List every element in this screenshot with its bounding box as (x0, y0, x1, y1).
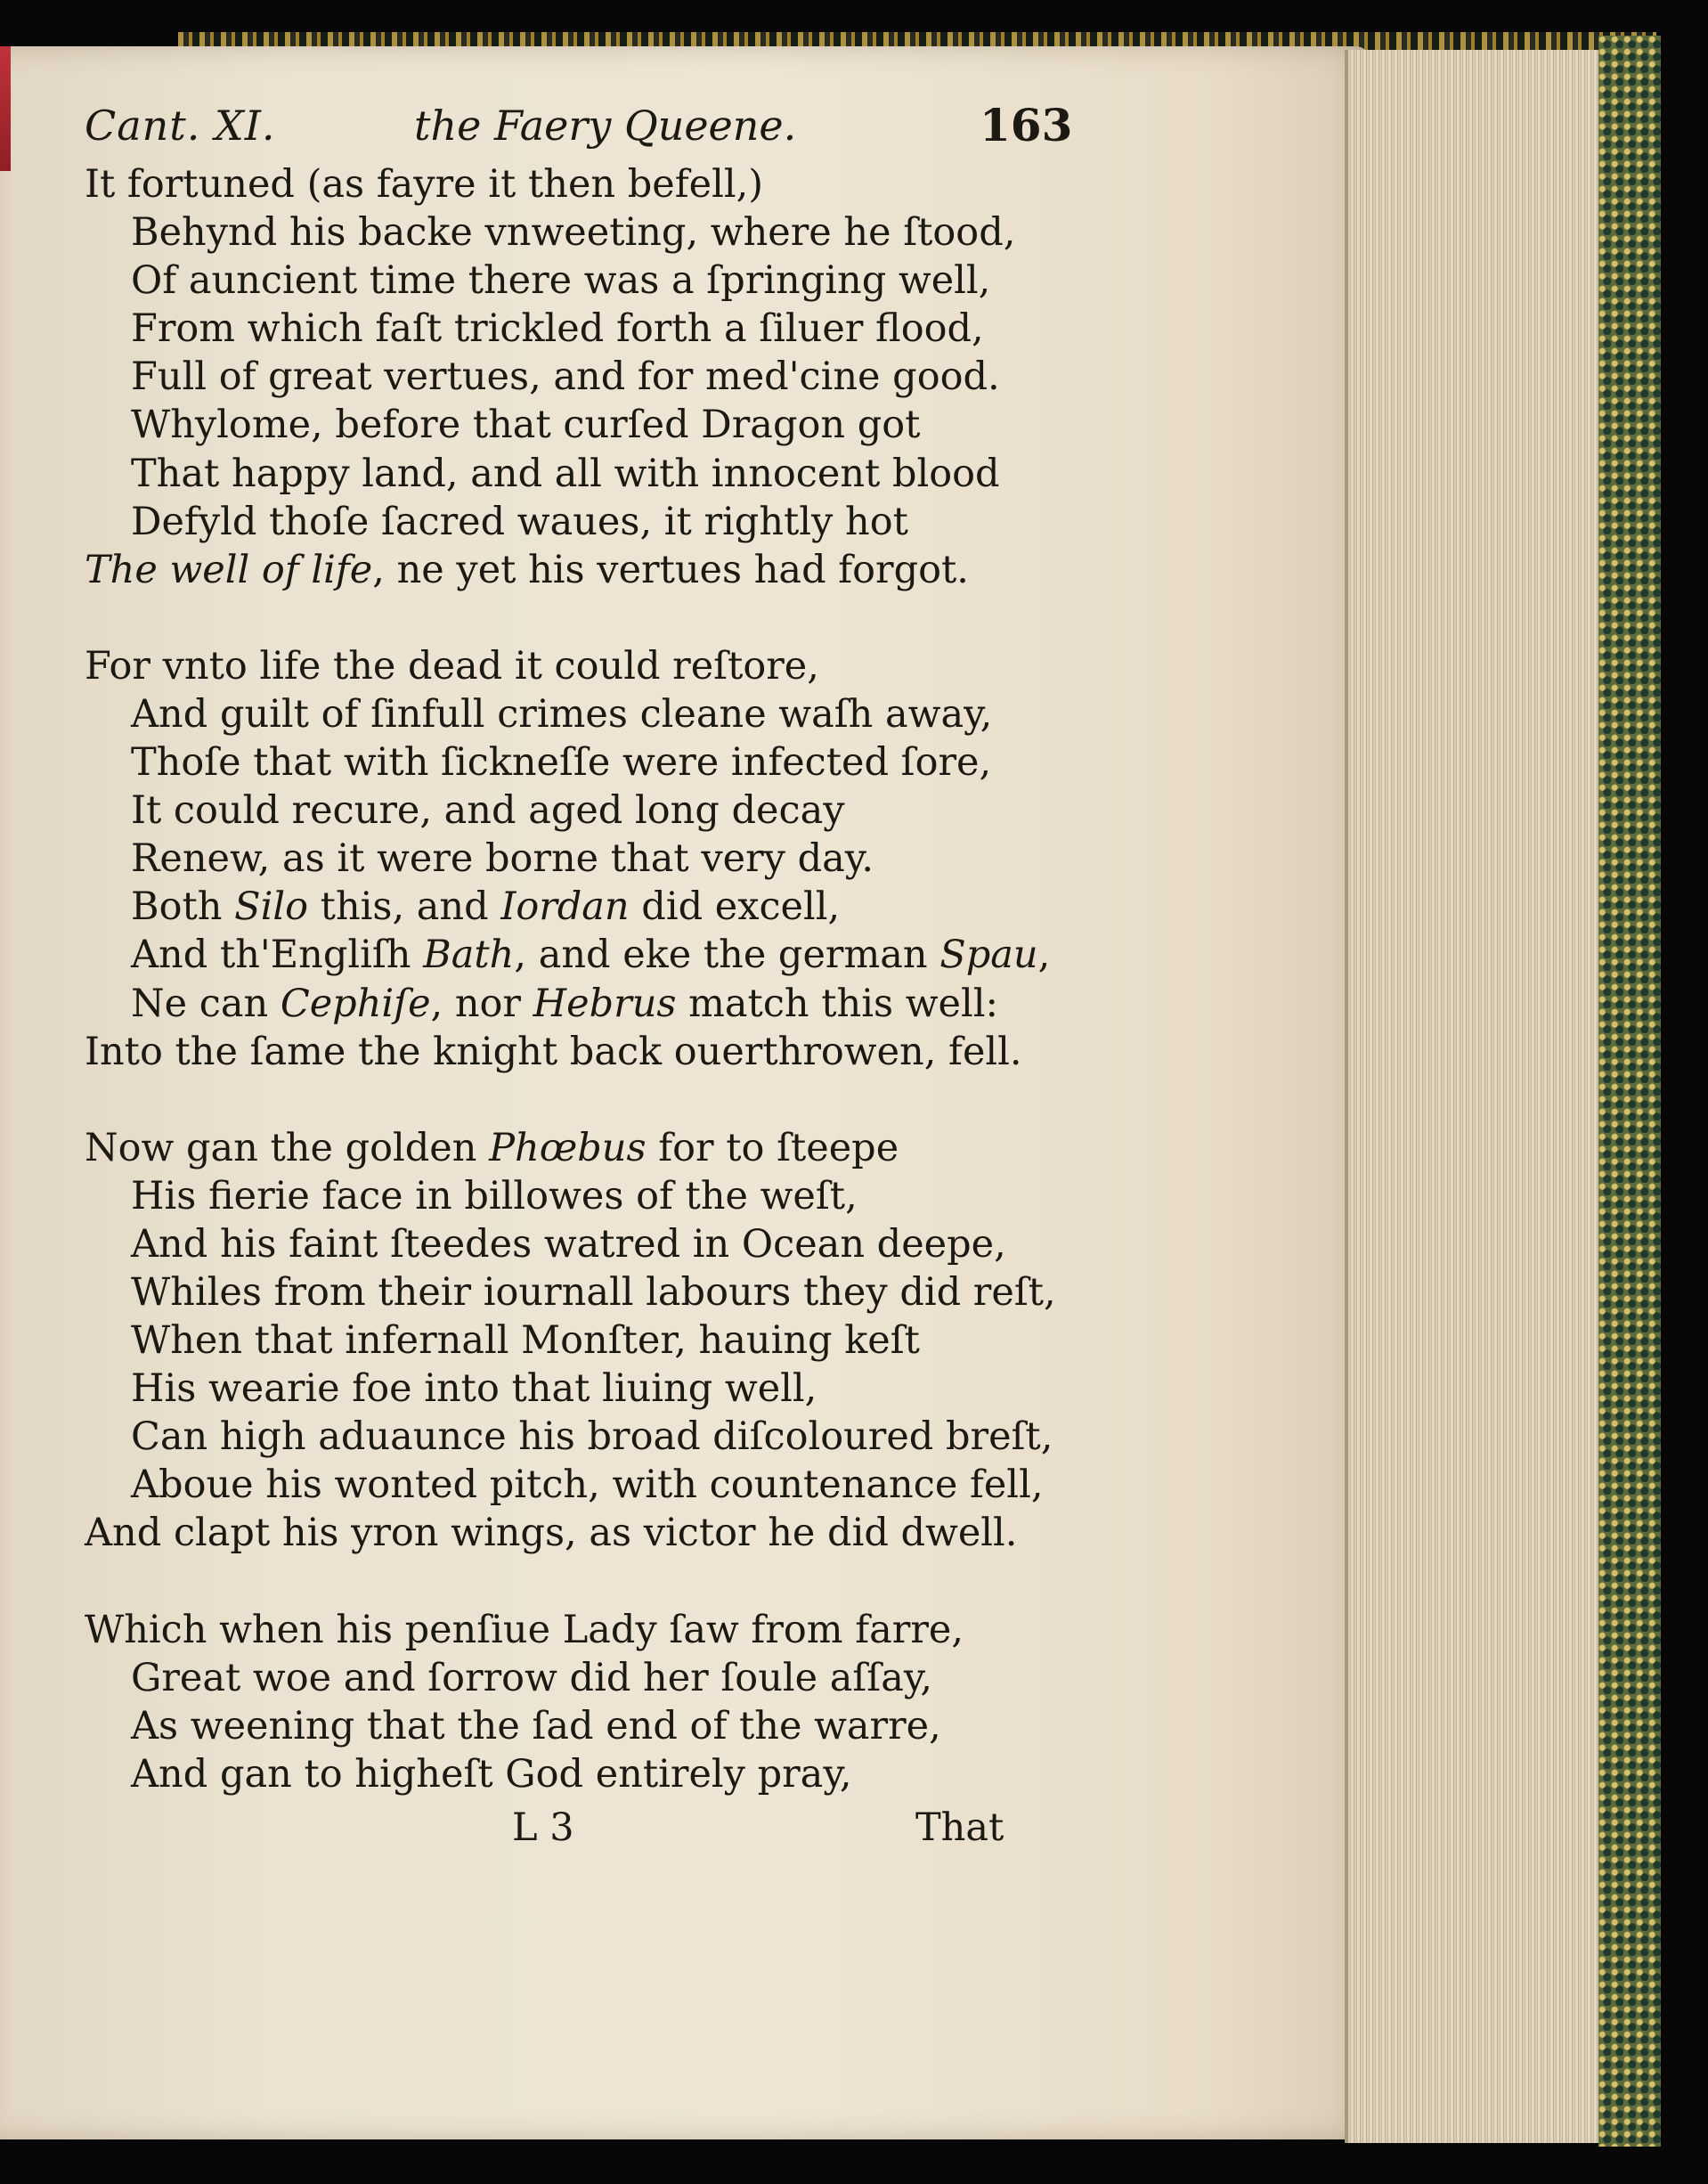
verse-line (85, 931, 1064, 979)
verse-line (85, 1124, 1064, 1172)
line-text: Renew, as it were borne that very day. (131, 836, 874, 882)
line-text: And clapt his yron wings, as victor he did dwell. (85, 1511, 1018, 1556)
canto-label: Cant. XI. (85, 102, 276, 150)
running-header (85, 98, 1073, 160)
verse-line (85, 450, 1064, 498)
line-text: this, and (308, 884, 501, 930)
line-text: for to ſteepe (646, 1125, 899, 1170)
stanza (85, 642, 1064, 1076)
italic-name: Hebrus (533, 981, 677, 1026)
verse-line (85, 883, 1064, 931)
line-text: Full of great vertues, and for med'cine good. (131, 354, 1000, 400)
line-text: Of auncient time there was a ſpringing well, (131, 258, 991, 304)
line-text: As weening that the ſad end of the warre, (131, 1703, 941, 1748)
verse-line (85, 738, 1064, 786)
line-text: And his faint ſteedes watred in Ocean deepe, (131, 1221, 1006, 1267)
italic-name: Spau (939, 933, 1038, 978)
verse-line (85, 498, 1064, 546)
verse-line (85, 642, 1064, 690)
line-text: , (1037, 933, 1051, 978)
stanza-gap (85, 594, 1064, 642)
stanza-gap (85, 1076, 1064, 1124)
line-text: , nor (430, 981, 533, 1026)
italic-name: The well of life (85, 547, 373, 592)
line-text: Thoſe that with ſickneſſe were infected ſore, (131, 740, 992, 786)
verse-line (85, 1509, 1064, 1557)
page-edges (1345, 50, 1602, 2143)
verse-line (85, 1268, 1064, 1316)
line-text: , ne yet his vertues had forgot. (372, 547, 969, 592)
verse-line (85, 1172, 1064, 1220)
line-text: match this well: (676, 981, 998, 1026)
stanzas (85, 160, 1064, 1798)
verse-line (85, 1028, 1064, 1076)
verse-line (85, 353, 1064, 401)
line-text: His fierie face in billowes of the weſt, (131, 1173, 858, 1218)
stanza (85, 1124, 1064, 1558)
line-text: And gan to higheſt God entirely pray, (131, 1751, 852, 1797)
line-text: It could recure, and aged long decay (131, 788, 845, 834)
verse-line (85, 305, 1064, 353)
catchword: That (915, 1805, 1004, 1850)
red-ribbon-edge (0, 46, 11, 171)
verse-line (85, 1654, 1064, 1702)
verse-line (85, 1606, 1064, 1654)
italic-name: Silo (234, 884, 308, 930)
italic-name: Iordan (500, 884, 630, 930)
line-text: And th'Engliſh (131, 933, 424, 978)
line-text: , and eke the german (514, 933, 940, 978)
verse-line (85, 401, 1064, 449)
running-title: the Faery Queene. (414, 102, 797, 150)
line-text: Behynd his backe vnweeting, where he ſtood, (131, 210, 1016, 256)
line-text: It fortuned (as fayre it then befell,) (85, 162, 764, 207)
line-text: From which faſt trickled forth a ſiluer flood, (131, 306, 984, 352)
verse-line (85, 835, 1064, 883)
verse-line (85, 690, 1064, 738)
line-text: Which when his penſiue Lady ſaw from farre, (85, 1607, 964, 1652)
line-text: Ne can (131, 981, 281, 1026)
page-footer (85, 1804, 1064, 1857)
line-text: Great woe and ſorrow did her ſoule aſſay, (131, 1655, 933, 1700)
verse-line (85, 980, 1064, 1028)
verse-line (85, 1220, 1064, 1268)
line-text: Now gan the golden (85, 1125, 490, 1170)
stanza (85, 160, 1064, 594)
verse-line (85, 1750, 1064, 1798)
line-text: That happy land, and all with innocent blood (131, 451, 1000, 496)
stanza-gap (85, 1558, 1064, 1606)
stanza (85, 1606, 1064, 1798)
line-text: Whiles from their iournall labours they did reſt, (131, 1269, 1056, 1315)
verse-line (85, 1365, 1064, 1413)
line-text: Aboue his wonted pitch, with countenance fell, (131, 1463, 1044, 1508)
italic-name: Bath (423, 933, 515, 978)
line-text: For vnto life the dead it could reſtore, (85, 643, 819, 689)
line-text: Whylome, before that curſed Dragon got (131, 403, 921, 448)
line-text: Can high aduaunce his broad diſcoloured breſt, (131, 1414, 1053, 1460)
italic-name: Cephiſe (280, 981, 431, 1026)
line-text: When that infernall Monſter, hauing keſt (131, 1318, 920, 1364)
italic-name: Phœbus (489, 1125, 647, 1170)
verse-line (85, 160, 1064, 208)
verse-line (85, 1702, 1064, 1750)
page-number: 163 (980, 99, 1073, 151)
marbled-endpaper (1598, 36, 1661, 2147)
verse-line (85, 1461, 1064, 1509)
line-text: did excell, (629, 884, 841, 930)
verse-line (85, 546, 1064, 594)
verse-line (85, 1413, 1064, 1461)
line-text: Both (131, 884, 235, 930)
line-text: And guilt of ſinfull crimes cleane waſh away, (131, 691, 993, 737)
line-text: Into the ſame the knight back ouerthrowen, fell. (85, 1029, 1022, 1074)
verse-line (85, 257, 1064, 305)
signature-mark: L 3 (512, 1805, 574, 1850)
verse-line (85, 208, 1064, 257)
line-text: His wearie foe into that liuing well, (131, 1366, 817, 1412)
verse-line (85, 786, 1064, 835)
verse-line (85, 1316, 1064, 1365)
line-text: Defyld thoſe ſacred waues, it rightly hot (131, 499, 908, 544)
page-text (85, 98, 1073, 1857)
